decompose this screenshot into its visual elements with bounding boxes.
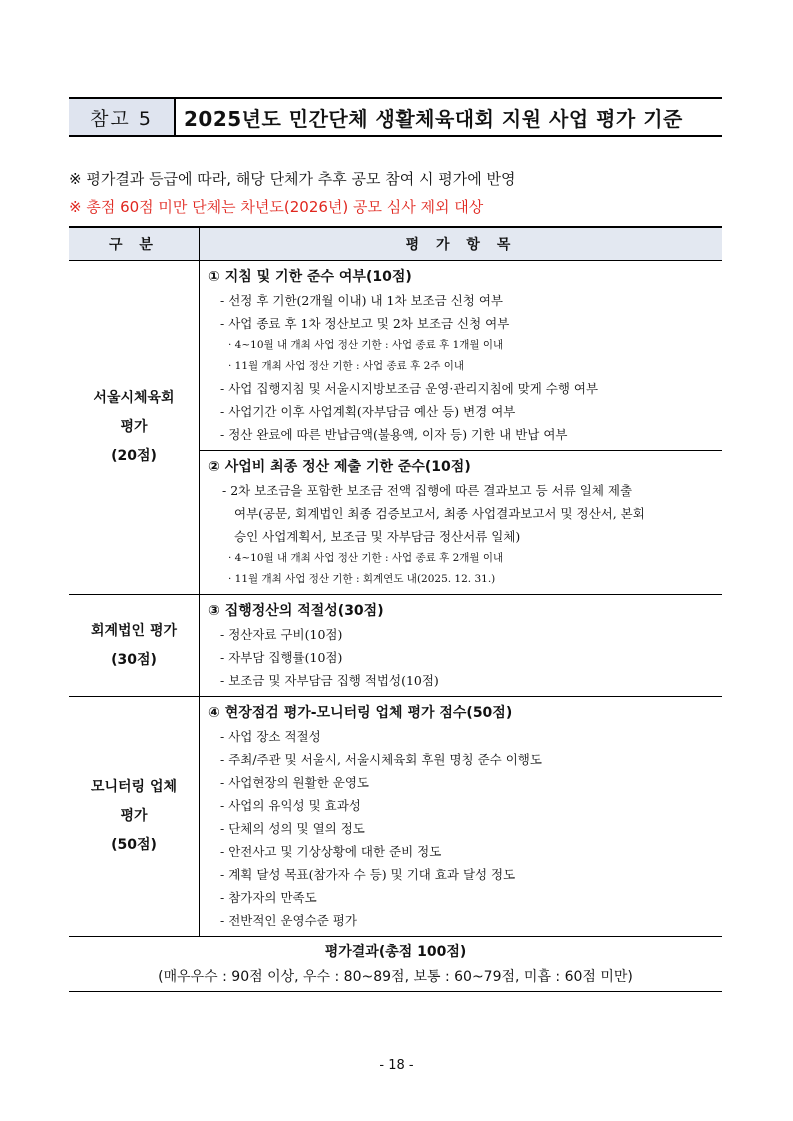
note-exclusion: ※ 총점 60점 미만 단체는 차년도(2026년) 공모 심사 제외 대상 [69,198,484,216]
table-row [69,697,722,937]
criterion-item: - 사업 종료 후 1차 정산보고 및 2차 보조금 신청 여부 [220,316,510,331]
result-summary-cell [69,937,722,992]
grade-thresholds: (매우우수 : 90점 이상, 우수 : 80~89점, 보통 : 60~79점, 미흡 : 60점 미만) [158,969,633,985]
criterion-item: - 안전사고 및 기상상황에 대한 준비 정도 [220,844,442,859]
criterion-item: - 정산 완료에 따른 반납금액(불용액, 이자 등) 기한 내 반납 여부 [220,427,568,442]
criterion-item: - 사업현장의 원활한 운영도 [220,775,369,790]
criterion-item: - 참가자의 만족도 [220,890,317,905]
criterion-item: - 보조금 및 자부담금 집행 적법성(10점) [220,673,439,688]
reference-tag: 참고 5 [69,99,176,135]
title-box [69,97,722,137]
category-cell-seoul: 서울시체육회 평가 (20점) [69,261,200,595]
criterion-heading: ② 사업비 최종 정산 제출 기한 준수(10점) [208,459,471,475]
page-title: 2025년도 민간단체 생활체육대회 지원 사업 평가 기준 [184,106,683,131]
criterion-item: - 계획 달성 목표(참가자 수 등) 및 기대 효과 달성 정도 [220,867,516,882]
column-header-items: 평 가 항 목 [200,227,723,261]
criteria-cell [200,697,723,937]
criterion-heading: ④ 현장점검 평가-모니터링 업체 평가 점수(50점) [208,705,513,721]
evaluation-table [69,226,722,992]
criterion-item: - 사업기간 이후 사업계획(자부담금 예산 등) 변경 여부 [220,404,516,419]
note-grade-reflect: ※ 평가결과 등급에 따라, 해당 단체가 추후 공모 참여 시 평가에 반영 [69,170,516,188]
criterion-subitem: · 4~10월 내 개최 사업 정산 기한 : 사업 종료 후 2개월 이내 [228,552,504,564]
criterion-item: - 사업의 유익성 및 효과성 [220,798,361,813]
criterion-subitem: · 4~10월 내 개최 사업 정산 기한 : 사업 종료 후 1개월 이내 [228,339,504,351]
page-number: - 18 - [379,1058,414,1073]
criterion-item: - 사업 집행지침 및 서울시지방보조금 운영·관리지침에 맞게 수행 여부 [220,381,599,396]
criterion-subitem: · 11월 개최 사업 정산 기한 : 사업 종료 후 2주 이내 [228,360,465,372]
criterion-subitem: · 11월 개최 사업 정산 기한 : 회계연도 내(2025. 12. 31.) [228,573,496,585]
criterion-item: - 자부담 집행률(10점) [220,650,343,665]
criteria-cell [200,451,723,595]
criteria-cell [200,261,723,451]
criteria-cell [200,595,723,697]
criterion-item: - 사업 장소 적절성 [220,729,321,744]
criterion-item: - 선정 후 기한(2개월 이내) 내 1차 보조금 신청 여부 [220,293,503,308]
criterion-heading: ③ 집행정산의 적절성(30점) [208,603,384,619]
table-footer-row [69,937,722,992]
column-header-category: 구 분 [69,227,200,261]
criterion-heading: ① 지침 및 기한 준수 여부(10점) [208,269,412,285]
criterion-item-multiline: - 2차 보조금을 포함한 보조금 전액 집행에 따른 결과보고 등 서류 일체 제출 여부(공문, 회계법인 최종 검증보고서, 최종 사업결과보고서 및 정산서, 본회 승인 사업계획서, 보조금 및 자부담금 정산서류 일체) [222,483,645,544]
table-row [69,261,722,451]
table-header-row [69,227,722,261]
category-cell-monitoring: 모니터링 업체 평가 (50점) [69,697,200,937]
criterion-item: - 정산자료 구비(10점) [220,627,343,642]
category-cell-accounting: 회계법인 평가 (30점) [69,595,200,697]
table-row [69,595,722,697]
criterion-item: - 전반적인 운영수준 평가 [220,913,357,928]
criterion-item: - 주최/주관 및 서울시, 서울시체육회 후원 명칭 준수 이행도 [220,752,542,767]
criterion-item: - 단체의 성의 및 열의 정도 [220,821,365,836]
result-title: 평가결과(총점 100점) [324,944,467,960]
